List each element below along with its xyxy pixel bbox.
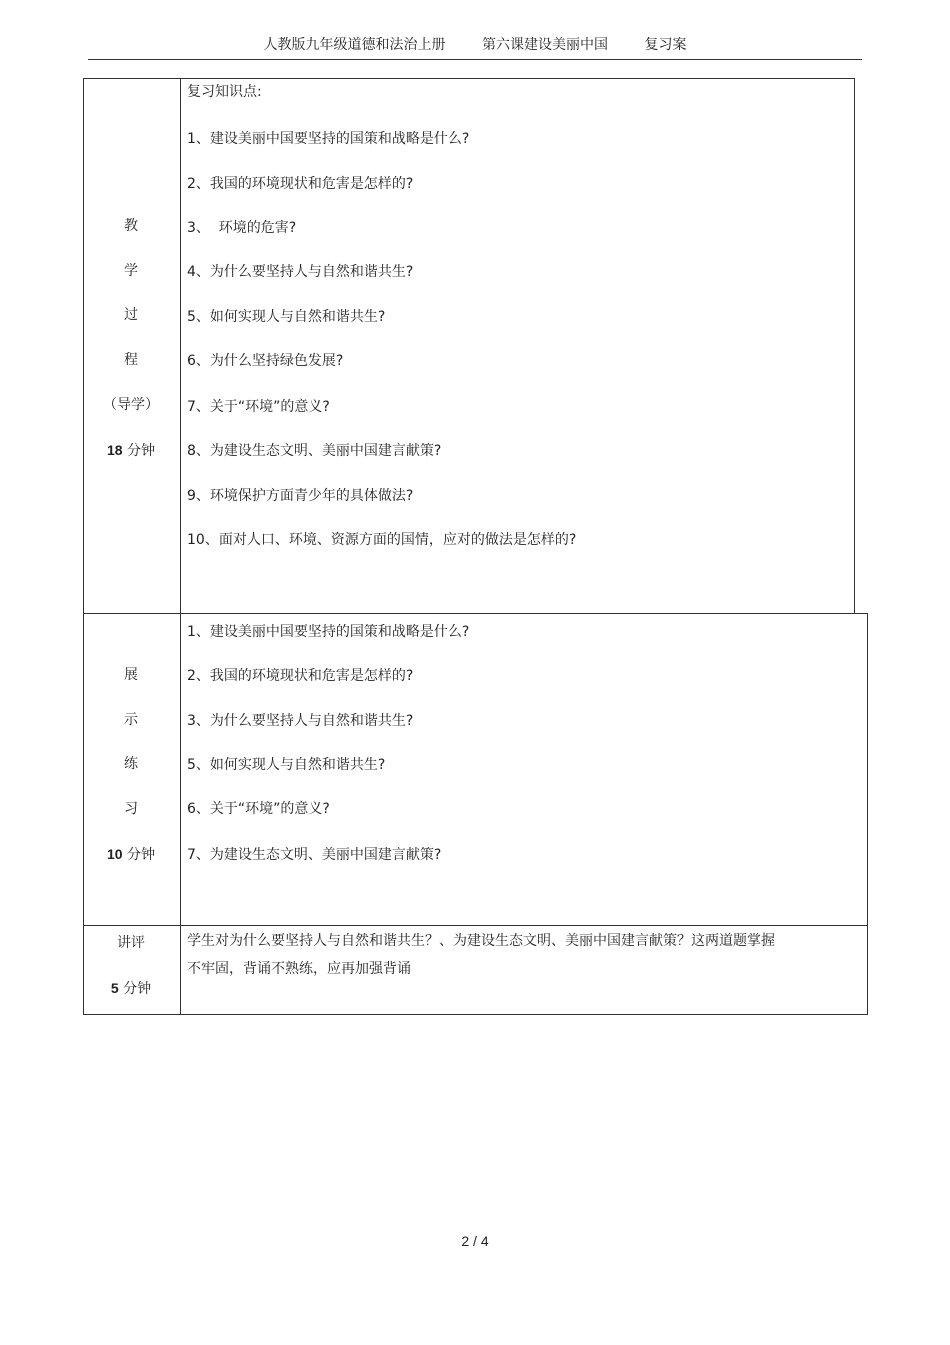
section2-label-char: 展: [124, 667, 138, 683]
section1-item: 5、如何实现人与自然和谐共生?: [187, 309, 386, 325]
section3-time-unit: 分钟: [118, 981, 152, 997]
section3-time: [83, 978, 179, 998]
section1-item: 8、为建设生态文明、美丽中国建言献策?: [187, 443, 442, 459]
section1-label-char: 学: [124, 263, 138, 279]
section1-label-char: 教: [124, 218, 138, 234]
section2-item: 6、关于“环境”的意义?: [187, 801, 330, 817]
section2-item: 7、为建设生态文明、美丽中国建言献策?: [187, 847, 442, 863]
section2-item: 3、为什么要坚持人与自然和谐共生?: [187, 713, 414, 729]
column-divider: [180, 78, 181, 1015]
section1-item: 2、我国的环境现状和危害是怎样的?: [187, 176, 414, 192]
row-divider: [83, 925, 868, 926]
section1-label-char: 程: [124, 352, 138, 368]
section1-time-unit: 分钟: [122, 443, 156, 459]
section1-label-char: （导学）: [103, 397, 159, 413]
section1-item: 10、面对人口、环境、资源方面的国情，应对的做法是怎样的?: [187, 532, 577, 548]
section1-heading: 复习知识点:: [187, 84, 262, 100]
section1-item: 4、为什么要坚持人与自然和谐共生?: [187, 264, 414, 280]
section2-label-char: 练: [124, 756, 138, 772]
section2-time-number: 10: [106, 846, 123, 862]
section2-time-unit: 分钟: [122, 847, 156, 863]
section2-time: [83, 844, 179, 864]
section1-item: 6、为什么坚持绿色发展?: [187, 353, 344, 369]
header-rule: [88, 59, 862, 60]
header-lesson-title: 第六课建设美丽中国: [482, 37, 608, 53]
section2-item: 5、如何实现人与自然和谐共生?: [187, 757, 386, 773]
section2-label-char: 示: [124, 712, 138, 728]
section1-item: 7、关于“环境”的意义?: [187, 399, 330, 415]
section2-label-char: 习: [124, 801, 138, 817]
section1-time-number: 18: [106, 442, 123, 458]
section3-label: 讲评: [117, 935, 145, 951]
section1-item: 3、 环境的危害?: [187, 220, 297, 236]
section1-time: [83, 440, 179, 460]
header-book-title: 人教版九年级道德和法治上册: [263, 37, 446, 53]
section1-item: 1、建设美丽中国要坚持的国策和战略是什么?: [187, 131, 470, 147]
section3-comment: 学生对为什么要坚持人与自然和谐共生？、为建设生态文明、美丽中国建言献策？这两道题掌握不牢固，背诵不熟练，应再加强背诵: [187, 933, 775, 977]
header-doc-type: 复习案: [644, 37, 687, 53]
section3-time-number: 5: [110, 980, 119, 996]
section1-item: 9、环境保护方面青少年的具体做法?: [187, 488, 414, 504]
page-number: 2 / 4: [461, 1233, 489, 1249]
page-header: [0, 34, 950, 54]
section2-item: 1、建设美丽中国要坚持的国策和战略是什么?: [187, 624, 470, 640]
section2-item: 2、我国的环境现状和危害是怎样的?: [187, 668, 414, 684]
section1-label-char: 过: [124, 307, 138, 323]
